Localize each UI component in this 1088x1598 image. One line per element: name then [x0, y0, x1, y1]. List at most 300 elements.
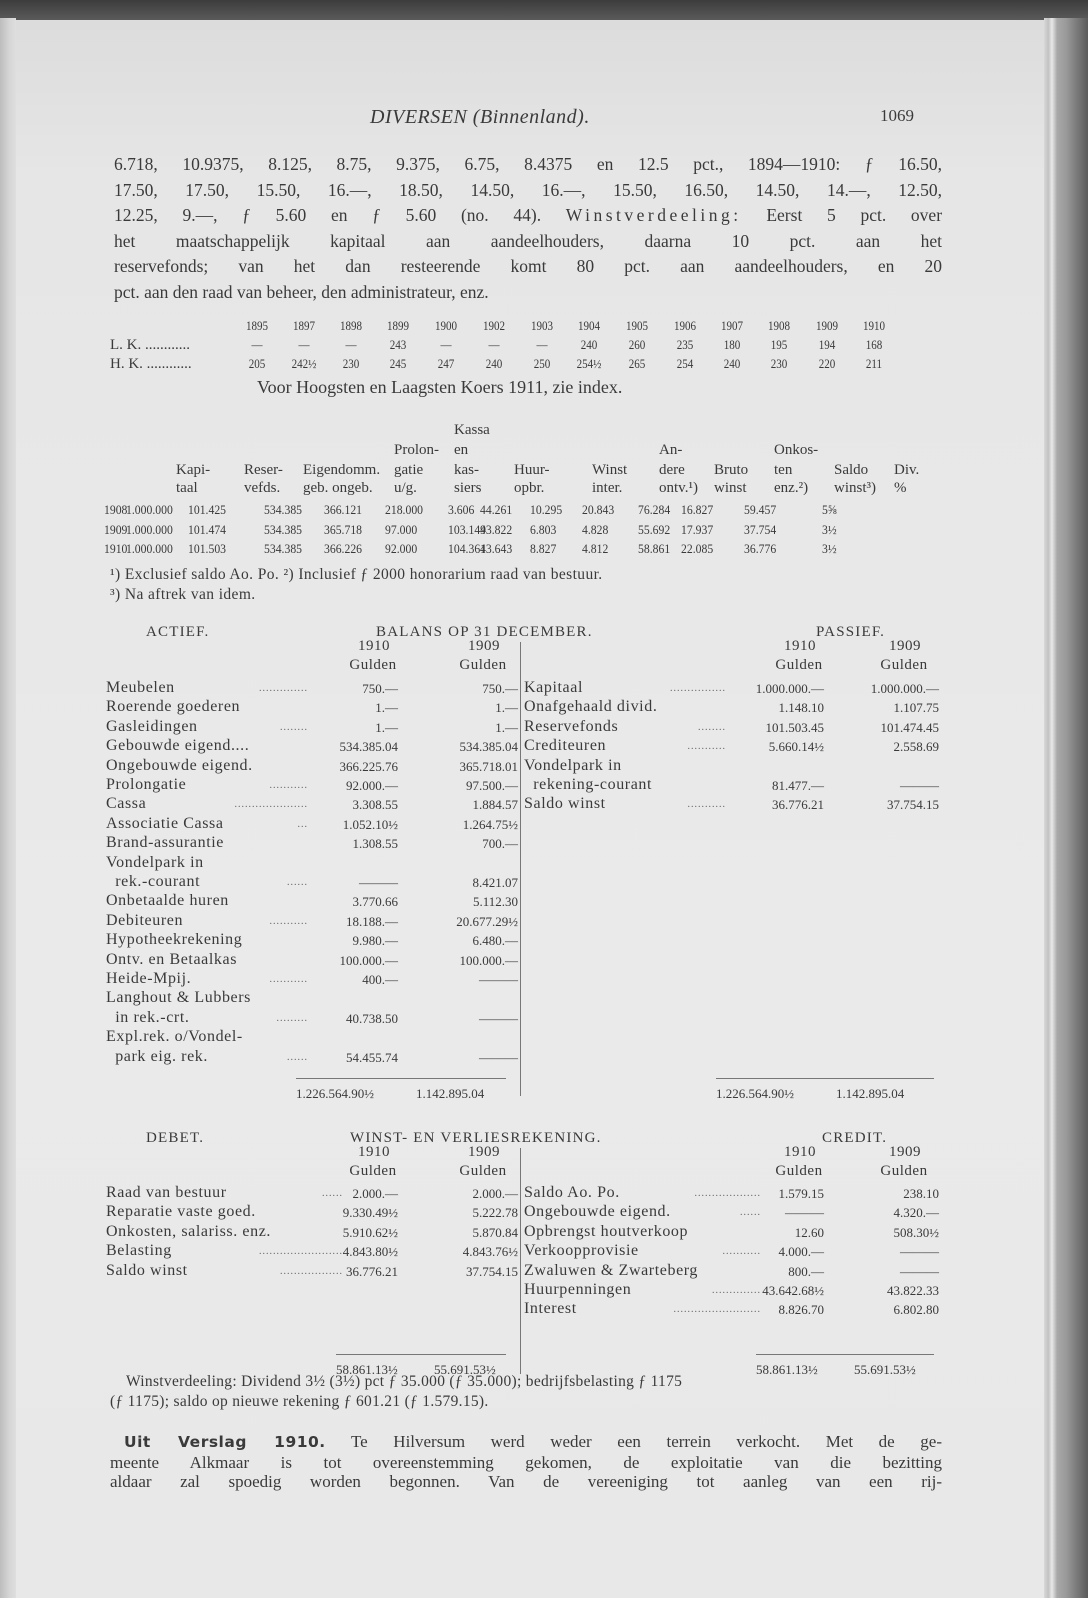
total-rule	[756, 1354, 934, 1355]
col-year-1910: 1910	[784, 638, 816, 654]
stats-value: 55.692	[638, 521, 671, 537]
value-1909: 2.558.69	[893, 739, 939, 755]
koers-value: 240	[580, 337, 598, 352]
stats-header: Div.	[894, 462, 920, 478]
stats-header: ontv.¹)	[659, 480, 698, 496]
leader-dots: ..............	[259, 683, 308, 694]
koers-value: 168	[865, 337, 883, 352]
koers-value: 250	[533, 356, 551, 371]
leader-dots: ..................	[280, 1265, 343, 1277]
row-label: rek.-courant	[106, 873, 201, 890]
ledger-row	[106, 1223, 518, 1243]
koers-value: 243	[389, 337, 407, 352]
stats-header: Eigendomm.	[303, 462, 381, 478]
value-1909: 5.222.78	[472, 1205, 518, 1221]
value-1910: 750.—	[362, 681, 398, 696]
ledger-row	[524, 1242, 939, 1262]
value-1910: 366.225.76	[339, 758, 398, 774]
stats-header: Kapi-	[176, 462, 211, 478]
running-header-title: DIVERSEN (Binnenland).	[370, 106, 590, 128]
value-1909: 2.000.—	[472, 1186, 518, 1201]
stats-value: 3½	[822, 521, 837, 537]
ledger-row	[524, 1223, 939, 1243]
year-header: 1895	[245, 318, 269, 333]
koers-value: —	[298, 337, 310, 352]
leader-dots: ...........	[687, 741, 726, 753]
stats-year: 1909	[104, 521, 128, 537]
row-label: Brand-assurantie	[106, 834, 225, 852]
value-1910: 101.503.45	[765, 719, 824, 735]
stats-header: Huur-	[514, 462, 550, 478]
value-1909: 43.822.33	[887, 1283, 939, 1298]
col-year-1910: 1910	[358, 1144, 390, 1160]
col-unit: Gulden	[459, 1163, 507, 1179]
leader-dots: .....................	[234, 799, 308, 811]
row-label: Onafgehaald divid.	[524, 698, 658, 716]
total-1909: 1.142.895.04	[416, 1086, 485, 1101]
leader-dots: ......	[287, 877, 308, 888]
value-1909: 6.802.80	[893, 1302, 939, 1318]
koers-value: 242½	[291, 356, 317, 371]
winstverdeeling-label: Winstverdeeling:	[565, 205, 742, 226]
stats-header: u/g.	[394, 480, 417, 496]
total-1910: 58.861.13½	[336, 1362, 398, 1377]
leader-dots: ......	[322, 1188, 343, 1199]
stats-header: An-	[659, 442, 683, 458]
value-1909: 750.—	[482, 681, 518, 696]
ledger-row	[524, 737, 939, 757]
year-header: 1898	[339, 318, 363, 333]
col-unit: Gulden	[775, 1163, 823, 1179]
stats-value: 365.718	[324, 521, 363, 537]
koers-value: 205	[248, 356, 266, 371]
value-1909: 1.000.000.—	[870, 681, 939, 696]
value-1910: 2.000.—	[352, 1186, 398, 1201]
year-header: 1899	[386, 318, 410, 333]
stats-value: 101.425	[188, 502, 227, 517]
winstverdeeling-line-2: (ƒ 1175); saldo op nieuwe rekening ƒ 601.21 (ƒ 1.579.15).	[110, 1393, 489, 1410]
year-header: 1897	[292, 318, 316, 333]
stats-value: 16.827	[681, 502, 714, 517]
value-1909: ———	[900, 1263, 939, 1279]
balance-title: BALANS OP 31 DECEMBER.	[376, 624, 593, 640]
stats-value: 43.822	[480, 521, 513, 537]
koers-value: 235	[676, 337, 694, 352]
winstverdeeling-line-1: Winstverdeeling: Dividend 3½ (3½) pct ƒ 35.000 (ƒ 35.000); bedrijfsbelasting ƒ 1175	[126, 1373, 683, 1390]
row-label: Belasting	[106, 1242, 172, 1260]
value-1910: 800.—	[788, 1263, 824, 1279]
ledger-row	[106, 873, 518, 893]
year-header: 1903	[530, 318, 554, 333]
col-unit: Gulden	[349, 1163, 397, 1179]
value-1909: 4.320.—	[893, 1205, 939, 1221]
ledger-row	[106, 892, 518, 912]
scanner-top-edge	[0, 0, 1088, 20]
ledger-row	[106, 1242, 518, 1262]
value-1909: 8.421.07	[472, 875, 518, 890]
value-1910: 12.60	[794, 1224, 824, 1240]
stats-header: %	[894, 480, 907, 496]
row-label: rekening-courant	[524, 776, 653, 793]
stats-value: 218.000	[385, 502, 424, 517]
ledger-row	[106, 1203, 518, 1223]
paragraph-line: het maatschappelijk kapitaal aan aandeelhouders, daarna 10 pct. aan het	[114, 230, 942, 251]
value-1910: 36.776.21	[346, 1263, 398, 1279]
value-1910: 36.776.21	[772, 797, 824, 813]
ledger-row	[106, 1048, 518, 1068]
stats-value: 3½	[822, 541, 837, 556]
value-1909: 100.000.—	[459, 952, 518, 968]
leader-dots: ................	[670, 683, 726, 694]
stats-header: Reser-	[244, 462, 283, 478]
stats-header: opbr.	[514, 480, 545, 496]
ledger-row	[524, 1281, 939, 1301]
ledger-row	[106, 698, 518, 718]
stats-value: 20.843	[582, 502, 615, 517]
row-label: Onbetaalde huren	[106, 892, 229, 910]
value-1909: 20.677.29½	[456, 913, 518, 929]
stats-value: 43.643	[480, 541, 513, 556]
row-label: Zwaluwen & Zwarteberg	[524, 1261, 699, 1279]
stats-value: 3.606	[448, 502, 475, 517]
leader-dots: .........................	[673, 1304, 761, 1316]
koers-value: —	[536, 337, 548, 352]
stats-value: 58.861	[638, 541, 671, 556]
col-year-1910: 1910	[358, 638, 390, 654]
value-1909: 4.843.76½	[462, 1244, 518, 1260]
value-1909: ———	[479, 1049, 518, 1065]
actief-heading: ACTIEF.	[146, 624, 210, 640]
value-1910: 4.843.80½	[342, 1244, 398, 1260]
year-header: 1905	[625, 318, 649, 333]
koers-value: 180	[723, 337, 741, 352]
stats-header: en	[454, 442, 469, 458]
koers-value: 240	[485, 356, 503, 371]
total-1909: 1.142.895.04	[836, 1086, 905, 1101]
paragraph-line: 17.50, 17.50, 15.50, 16.—, 18.50, 14.50, 16.—, 15.50, 16.50, 14.50, 14.—, 12.50,	[114, 179, 942, 200]
year-header: 1907	[720, 318, 744, 333]
koers-value: 230	[342, 356, 360, 371]
value-1909: 1.—	[495, 719, 518, 735]
page-number: 1069	[880, 106, 914, 125]
stats-header: dere	[659, 462, 685, 478]
stats-footnote-2: ³) Na aftrek van idem.	[110, 586, 256, 603]
ledger-row	[106, 1028, 518, 1048]
total-1910: 1.226.564.90½	[296, 1086, 374, 1101]
value-1910: 3.770.66	[352, 894, 398, 910]
value-1909: 1.884.57	[472, 797, 518, 813]
total-1910: 58.861.13½	[756, 1362, 818, 1377]
stats-year: 1908	[104, 502, 128, 517]
stats-year: 1910	[104, 541, 128, 556]
row-label: Roerende goederen	[106, 698, 241, 716]
value-1909: 5.870.84	[472, 1224, 518, 1240]
leader-dots: ...................	[694, 1188, 761, 1199]
book-left-edge	[0, 18, 16, 1598]
stats-header: Bruto	[714, 462, 749, 478]
value-1910: 43.642.68½	[762, 1283, 824, 1298]
year-header: 1910	[862, 318, 886, 333]
value-1910: 1.579.15	[778, 1186, 824, 1201]
row-label: Langhout & Lubbers	[106, 989, 251, 1007]
stats-value: 36.776	[744, 541, 777, 556]
col-year-1909: 1909	[889, 638, 921, 654]
ledger-row	[524, 795, 939, 815]
value-1910: 9.980.—	[352, 933, 398, 949]
stats-value: 101.474	[188, 521, 227, 537]
stats-header: siers	[454, 480, 482, 496]
value-1909: 534.385.04	[459, 739, 518, 755]
koers-row-label: H. K. ............	[110, 356, 192, 372]
stats-value: 534.385	[264, 541, 303, 556]
value-1909: 101.474.45	[880, 719, 939, 735]
row-label: Ongebouwde eigend.	[524, 1203, 671, 1221]
koers-value: 260	[628, 337, 646, 352]
value-1910: ———	[785, 1205, 824, 1221]
leader-dots: ........	[280, 721, 308, 733]
ledger-row	[106, 854, 518, 874]
ledger-row	[524, 1203, 939, 1223]
stats-header: winst	[714, 480, 747, 496]
koers-value: —	[488, 337, 500, 352]
koers-row-label: L. K. ............	[110, 337, 190, 353]
value-1909: 97.500.—	[466, 778, 518, 793]
row-label: Vondelpark in	[106, 853, 204, 871]
row-label: Interest	[524, 1300, 577, 1318]
value-1910: ———	[359, 875, 398, 890]
value-1910: 3.308.55	[352, 797, 398, 813]
stats-value: 366.226	[324, 541, 363, 556]
ledger-row	[106, 815, 518, 835]
stats-value: 4.828	[582, 521, 609, 537]
ledger-row	[106, 757, 518, 777]
value-1910: 9.330.49½	[342, 1205, 398, 1221]
stats-value: 17.937	[681, 521, 714, 537]
stats-value: 103.149	[448, 521, 487, 537]
col-unit: Gulden	[775, 657, 823, 673]
value-1909: 700.—	[482, 836, 518, 852]
ledger-row	[106, 737, 518, 757]
row-label: Saldo winst	[106, 1261, 188, 1279]
value-1910: 100.000.—	[339, 952, 398, 968]
intro-paragraph	[114, 152, 942, 306]
value-1910: 4.000.—	[778, 1244, 824, 1260]
value-1909: 508.30½	[893, 1224, 939, 1240]
row-label: Gebouwde eigend....	[106, 737, 250, 755]
ledger-row	[106, 1009, 518, 1029]
value-1909: 1.107.75	[893, 700, 939, 716]
value-1910: 18.188.—	[346, 913, 398, 929]
ledger-row	[106, 795, 518, 815]
koers-value: 247	[437, 356, 455, 371]
row-label: Raad van bestuur	[106, 1184, 227, 1201]
col-year-1909: 1909	[468, 1144, 500, 1160]
stats-value: 4.812	[582, 541, 609, 556]
value-1909: 1.—	[495, 700, 518, 716]
stats-value: 534.385	[264, 521, 303, 537]
year-header: 1902	[482, 318, 506, 333]
row-label: Vondelpark in	[524, 756, 622, 774]
row-label: Gasleidingen	[106, 717, 198, 735]
koers-value: 195	[770, 337, 788, 352]
value-1910: 534.385.04	[339, 739, 398, 755]
value-1910: 92.000.—	[346, 778, 398, 793]
value-1909: 5.112.30	[472, 894, 518, 910]
row-label: Saldo winst	[524, 795, 606, 813]
year-header: 1909	[815, 318, 839, 333]
col-unit: Gulden	[880, 657, 928, 673]
koers-value: 230	[770, 356, 788, 371]
value-1910: 1.000.000.—	[755, 681, 824, 696]
ledger-row	[524, 679, 939, 699]
stats-header: gatie	[394, 462, 424, 478]
value-1909: ———	[479, 1010, 518, 1026]
stats-header: enz.²)	[774, 480, 809, 496]
row-label: Huurpenningen	[524, 1281, 632, 1298]
leader-dots: ...........	[269, 974, 308, 985]
koers-value: —	[251, 337, 263, 352]
row-label: Saldo Ao. Po.	[524, 1184, 620, 1201]
stats-header: Kassa	[454, 422, 490, 438]
value-1910: 8.826.70	[778, 1302, 824, 1318]
verslag-paragraph: Uit Verslag 1910. Te Hilversum werd weder een terrein verkocht. Met de ge- meente Alkmaar is tot overeenstemming gekomen, de exploitatie van die bezitting aldaar zal spoedig worden begonnen. Van de vereeniging tot aanleg van een rij-	[110, 1432, 942, 1491]
leader-dots: ...	[297, 818, 308, 830]
leader-dots: ...........	[269, 915, 308, 927]
row-label: Cassa	[106, 795, 147, 813]
year-header: 1906	[673, 318, 697, 333]
value-1910: 400.—	[362, 972, 398, 987]
col-year-1909: 1909	[468, 638, 500, 654]
row-label: Associatie Cassa	[106, 814, 224, 832]
value-1910: 1.148.10	[778, 700, 824, 716]
row-label: Crediteuren	[524, 737, 607, 755]
ledger-row	[106, 951, 518, 971]
value-1909: 238.10	[903, 1186, 939, 1201]
ledger-row	[524, 1184, 939, 1204]
verslag-lead: Uit Verslag 1910.	[124, 1433, 326, 1451]
ledger-row	[106, 1184, 518, 1204]
stats-header: Prolon-	[394, 442, 439, 458]
row-label: Reservefonds	[524, 717, 619, 735]
total-1909: 55.691.53½	[854, 1362, 916, 1377]
stats-value: 76.284	[638, 502, 671, 517]
ledger-row	[106, 912, 518, 932]
stats-header: vefds.	[244, 480, 281, 496]
koers-value: 240	[723, 356, 741, 371]
stats-value: 5⅝	[822, 502, 837, 517]
value-1910: 81.477.—	[772, 778, 824, 793]
row-label: Onkosten, salariss. enz.	[106, 1222, 272, 1240]
leader-dots: ...........	[722, 1246, 761, 1258]
value-1910: 1.—	[375, 719, 398, 735]
value-1909: ———	[900, 1244, 939, 1260]
koers-note: Voor Hoogsten en Laagsten Koers 1911, zie index.	[257, 377, 623, 397]
balance-divider	[520, 642, 521, 1096]
col-unit: Gulden	[459, 657, 507, 673]
row-label: Kapitaal	[524, 679, 583, 696]
stats-value: 92.000	[385, 541, 418, 556]
stats-header: taal	[176, 480, 198, 496]
row-label: Heide-Mpij.	[106, 970, 192, 987]
paragraph-line: reservefonds; van het dan resteerende komt 80 pct. aan aandeelhouders, en 20	[114, 256, 942, 277]
koers-value: 245	[389, 356, 407, 371]
value-1909: 37.754.15	[887, 797, 939, 813]
stats-value: 6.803	[530, 521, 557, 537]
koers-value: 194	[818, 337, 836, 352]
koers-value: —	[440, 337, 452, 352]
koers-value: 254½	[576, 356, 602, 371]
total-rule	[716, 1078, 934, 1079]
stats-value: 366.121	[324, 502, 363, 517]
stats-value: 534.385	[264, 502, 303, 517]
leader-dots: ......	[287, 1051, 308, 1063]
value-1910: 1.—	[375, 700, 398, 716]
ledger-row	[106, 718, 518, 738]
value-1909: 365.718.01	[459, 758, 518, 774]
row-label: Debiteuren	[106, 911, 184, 929]
stats-value: 1.000.000	[126, 541, 173, 556]
pl-divider	[520, 1148, 521, 1374]
row-label: park eig. rek.	[106, 1047, 209, 1065]
koers-value: 254	[676, 356, 694, 371]
ledger-row	[524, 1262, 939, 1282]
stats-header: kas-	[454, 462, 479, 478]
stats-value: 10.295	[530, 502, 563, 517]
row-label: Verkoopprovisie	[524, 1242, 639, 1260]
leader-dots: .........	[276, 1012, 308, 1024]
ledger-row	[106, 776, 518, 796]
col-year-1909: 1909	[889, 1144, 921, 1160]
stats-header: inter.	[592, 480, 623, 496]
row-label: Expl.rek. o/Vondel-	[106, 1028, 243, 1046]
leader-dots: ........	[698, 721, 726, 733]
year-header: 1900	[434, 318, 458, 333]
stats-footnote-1: ¹) Exclusief saldo Ao. Po. ²) Inclusief ƒ 2000 honorarium raad van bestuur.	[110, 566, 603, 583]
leader-dots: ...........	[269, 780, 308, 791]
col-unit: Gulden	[880, 1163, 928, 1179]
row-label: Prolongatie	[106, 776, 187, 793]
ledger-row	[524, 1300, 939, 1320]
ledger-row	[524, 776, 939, 796]
koers-value: 265	[628, 356, 646, 371]
total-1910: 1.226.564.90½	[716, 1086, 794, 1101]
value-1909: 1.264.75½	[462, 816, 518, 832]
ledger-row	[524, 718, 939, 738]
credit-heading: CREDIT.	[822, 1130, 888, 1146]
year-header: 1908	[767, 318, 791, 333]
paragraph-line: 6.718, 10.9375, 8.125, 8.75, 9.375, 6.75, 8.4375 en 12.5 pct., 1894—1910: ƒ 16.50,	[114, 154, 942, 174]
row-label: in rek.-crt.	[106, 1008, 190, 1026]
row-label: Ongebouwde eigend.	[106, 756, 253, 774]
ledger-row	[106, 1262, 518, 1282]
stats-header: ten	[774, 462, 793, 478]
stats-value: 101.503	[188, 541, 227, 556]
stats-value: 8.827	[530, 541, 557, 556]
stats-header: Onkos-	[774, 442, 819, 458]
leader-dots: ..............	[712, 1285, 761, 1296]
col-unit: Gulden	[349, 657, 397, 673]
pl-title: WINST- EN VERLIESREKENING.	[350, 1130, 602, 1146]
value-1910: 40.738.50	[346, 1010, 398, 1026]
ledger-row	[106, 931, 518, 951]
row-label: Meubelen	[106, 679, 175, 696]
ledger-row	[106, 834, 518, 854]
ledger-row	[524, 698, 939, 718]
value-1910: 5.660.14½	[768, 739, 824, 755]
col-year-1910: 1910	[784, 1144, 816, 1160]
leader-dots: ...........	[687, 799, 726, 811]
debet-heading: DEBET.	[146, 1130, 205, 1146]
